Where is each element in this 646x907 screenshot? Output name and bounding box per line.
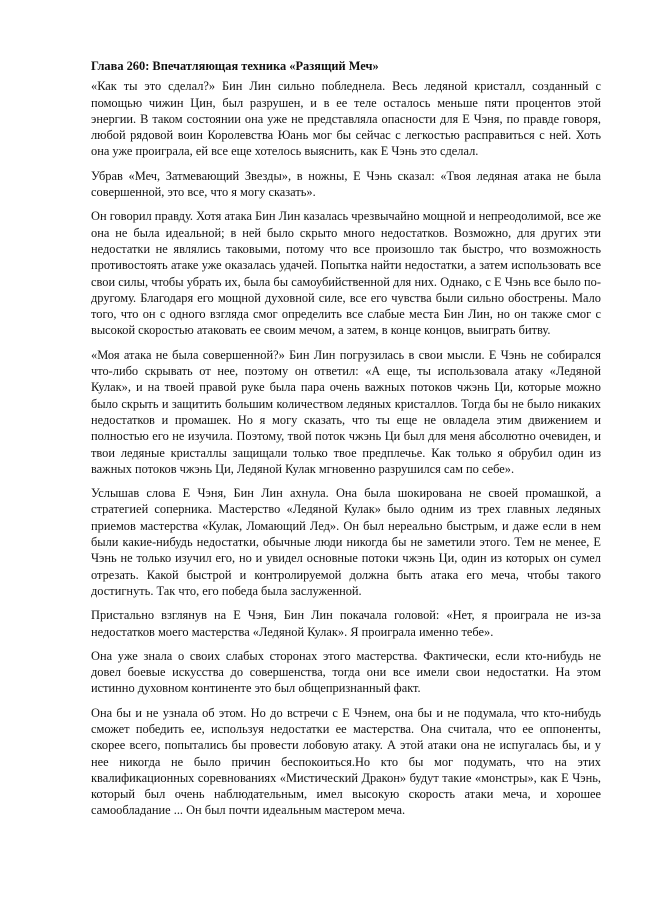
paragraph-3: Он говорил правду. Хотя атака Бин Лин казалась чрезвычайно мощной и непреодолимой, все же она не была идеальной; в ней было скрыто много недостатков. Возможно, для других эти недостатки не являлись таковыми, потому что все произошло так быстро, что возможность противостоять атаке уже оказалась удачей. Попытка найти недостатки, а затем использовать все свои силы, чтобы убрать их, была бы самоубийственной для них. Однако, с Е Чэнь все было по-другому. Благодаря его мощной духовной силе, все его чувства были сильно обострены. Мало того, что он с одного взгляда смог определить все слабые места Бин Лин, но он также смог с высокой скоростью атаковать ее своим мечом, а затем, в конце концов, выиграть битву. (91, 209, 601, 338)
document-body (91, 58, 601, 827)
paragraph-7: Она уже знала о своих слабых сторонах этого мастерства. Фактически, если кто-нибудь не довел боевые искусства до совершенства, тогда они все имели свои недостатки. На этом истинно духовном континенте это был общепризнанный факт. (91, 648, 601, 696)
paragraph-6: Пристально взглянув на Е Чэня, Бин Лин покачала головой: «Нет, я проиграла не из-за недостатков моего мастерства «Ледяной Кулак». Я проиграла именно тебе». (91, 608, 601, 639)
paragraph-1: «Как ты это сделал?» Бин Лин сильно побледнела. Весь ледяной кристалл, созданный с помощью чижин Цин, был разрушен, и в ее теле осталось меньше пяти процентов этой энергии. В таком состоянии она уже не представляла опасности для Е Чэня, по правде говоря, любой рядовой воин Королевства Юань мог бы сейчас с легкостью расправиться с ней. Хоть она уже проиграла, ей все еще хотелось выяснить, как Е Чэнь это сделал. (91, 79, 601, 159)
paragraph-5: Услышав слова Е Чэня, Бин Лин ахнула. Она была шокирована не своей промашкой, а стратегией соперника. Мастерство «Ледяной Кулак» было одним из трех главных ледяных приемов мастерства «Кулак, Ломающий Лед». Он был нереально быстрым, и даже если в нем были какие-нибудь недостатки, обычные люди никогда бы не заметили этого. Тем не менее, Е Чэнь не только изучил его, но и увидел основные потоки чжэнь Ци, один из которых он сумел отрезать. Какой быстрой и контролируемой должна быть атака его меча, чтобы такого достигнуть. Так что, его победа была заслуженной. (91, 486, 601, 598)
paragraph-4: «Моя атака не была совершенной?» Бин Лин погрузилась в свои мысли. Е Чэнь не собирался что-либо скрывать от нее, поэтому он ответил: «А еще, ты использовала атаку «Ледяной Кулак», и на твоей правой руке была пара очень важных потоков чжэнь Ци, которые можно было скрыть и защитить большим количеством ледяных кристаллов. Тогда бы не было никаких недостатков и промашек. Но я могу сказать, что ты еще не овладела этим движением и полностью его не изучила. Поэтому, твой поток чжэнь Ци был для меня абсолютно очевиден, и твои ледяные кристаллы защищали только твое предплечье. Как только я обрубил один из важных потоков чжэнь Ци, Ледяной Кулак мгновенно разрушился сам по себе». (91, 347, 601, 476)
paragraph-2: Убрав «Меч, Затмевающий Звезды», в ножны, Е Чэнь сказал: «Твоя ледяная атака не была совершенной, это все, что я могу сказать». (91, 168, 601, 200)
paragraph-8: Она бы и не узнала об этом. Но до встречи с Е Чэнем, она бы и не подумала, что кто-нибудь сможет победить ее, используя недостатки ее мастерства. Она считала, что ее оппоненты, скорее всего, попытались бы провести лобовую атаку. А этой атаки она не испугалась бы, и у нее никогда не было причин беспокоиться.Но кто бы мог подумать, что на этих квалификационных соревнованиях «Мистический Дракон» будут такие «монстры», как Е Чэнь, который был очень наблюдательным, имел высокую скорость атаки меча, и хорошее самообладание ... Он был почти идеальным мастером меча. (91, 705, 601, 818)
chapter-title: Глава 260: Впечатляющая техника «Разящий Меч» (91, 59, 379, 73)
